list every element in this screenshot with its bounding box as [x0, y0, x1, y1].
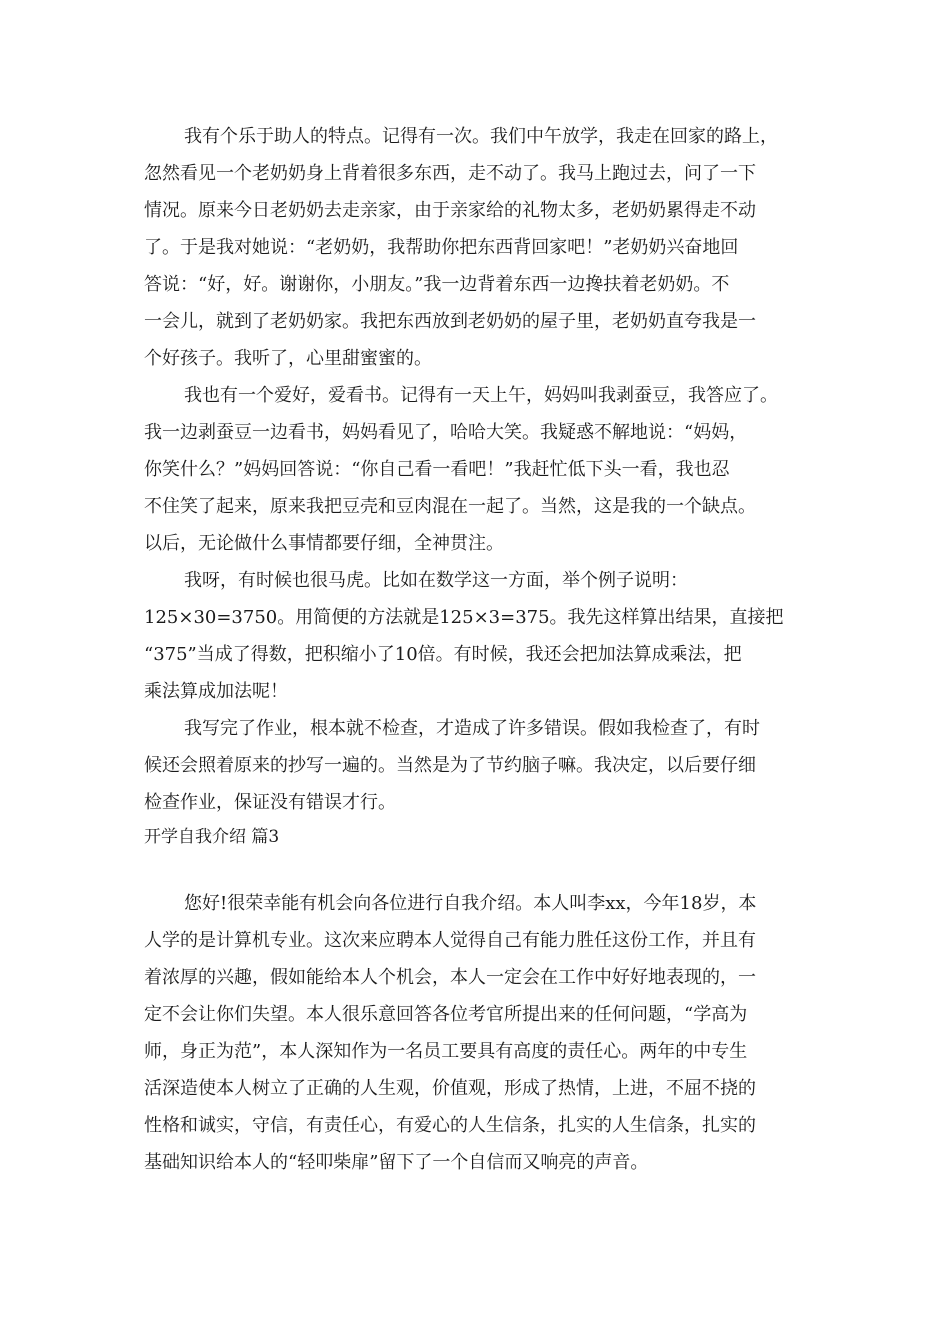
paragraph-line: 我呀，有时候也很马虎。比如在数学这一方面，举个例子说明：: [184, 570, 688, 591]
paragraph-line: 定不会让你们失望。本人很乐意回答各位考官所提出来的任何问题，“学高为: [144, 1004, 748, 1025]
paragraph-line: 忽然看见一个老奶奶身上背着很多东西，走不动了。我马上跑过去，问了一下: [144, 163, 756, 184]
paragraph-line: 以后，无论做什么事情都要仔细，全神贯注。: [144, 533, 504, 554]
paragraph-line: 活深造使本人树立了正确的人生观，价值观，形成了热情，上进，不屈不挠的: [144, 1078, 756, 1099]
paragraph-line: 答说：“好，好。谢谢你，小朋友。”我一边背着东西一边搀扶着老奶奶。不: [144, 274, 730, 295]
paragraph-line: 我写完了作业，根本就不检查，才造成了许多错误。假如我检查了，有时: [184, 718, 760, 739]
paragraph-line: 情况。原来今日老奶奶去走亲家，由于亲家给的礼物太多，老奶奶累得走不动: [144, 200, 756, 221]
paragraph-line: 师，身正为范”，本人深知作为一名员工要具有高度的责任心。两年的中专生: [144, 1041, 748, 1062]
paragraph-line: 我一边剥蚕豆一边看书，妈妈看见了，哈哈大笑。我疑惑不解地说：“妈妈，: [144, 422, 748, 443]
paragraph-line: 着浓厚的兴趣，假如能给本人个机会，本人一定会在工作中好好地表现的，一: [144, 967, 756, 988]
paragraph-line: 不住笑了起来，原来我把豆壳和豆肉混在一起了。当然，这是我的一个缺点。: [144, 496, 756, 517]
paragraph-line: 人学的是计算机专业。这次来应聘本人觉得自己有能力胜任这份工作，并且有: [144, 930, 756, 951]
paragraph-line: 检查作业，保证没有错误才行。: [144, 792, 396, 813]
paragraph-line: 一会儿，就到了老奶奶家。我把东西放到老奶奶的屋子里，老奶奶直夸我是一: [144, 311, 756, 332]
paragraph-line: “375”当成了得数，把积缩小了10倍。有时候，我还会把加法算成乘法，把: [144, 644, 742, 665]
paragraph-line: 我有个乐于助人的特点。记得有一次。我们中午放学，我走在回家的路上，: [184, 126, 778, 147]
section-b-text: [144, 885, 824, 1181]
paragraph-line: 了。于是我对她说：“老奶奶，我帮助你把东西背回家吧！”老奶奶兴奋地回: [144, 237, 739, 258]
section-heading: 开学自我介绍 篇3: [144, 827, 280, 847]
paragraph-line: 我也有一个爱好，爱看书。记得有一天上午，妈妈叫我剥蚕豆，我答应了。: [184, 385, 778, 406]
paragraph-line: 个好孩子。我听了，心里甜蜜蜜的。: [144, 348, 432, 369]
paragraph-line: 您好!很荣幸能有机会向各位进行自我介绍。本人叫李xx，今年18岁，本: [184, 893, 757, 914]
section-a-text: [144, 118, 824, 821]
paragraph-line: 性格和诚实，守信，有责任心，有爱心的人生信条，扎实的人生信条，扎实的: [144, 1115, 756, 1136]
paragraph-line: 乘法算成加法呢！: [144, 681, 288, 702]
paragraph-line: 125×30=3750。用简便的方法就是125×3=375。我先这样算出结果，直接把: [144, 607, 784, 628]
paragraph-line: 基础知识给本人的“轻叩柴扉”留下了一个自信而又响亮的声音。: [144, 1152, 649, 1173]
paragraph-line: 候还会照着原来的抄写一遍的。当然是为了节约脑子嘛。我决定，以后要仔细: [144, 755, 756, 776]
paragraph-line: 你笑什么？”妈妈回答说：“你自己看一看吧！”我赶忙低下头一看，我也忍: [144, 459, 730, 480]
